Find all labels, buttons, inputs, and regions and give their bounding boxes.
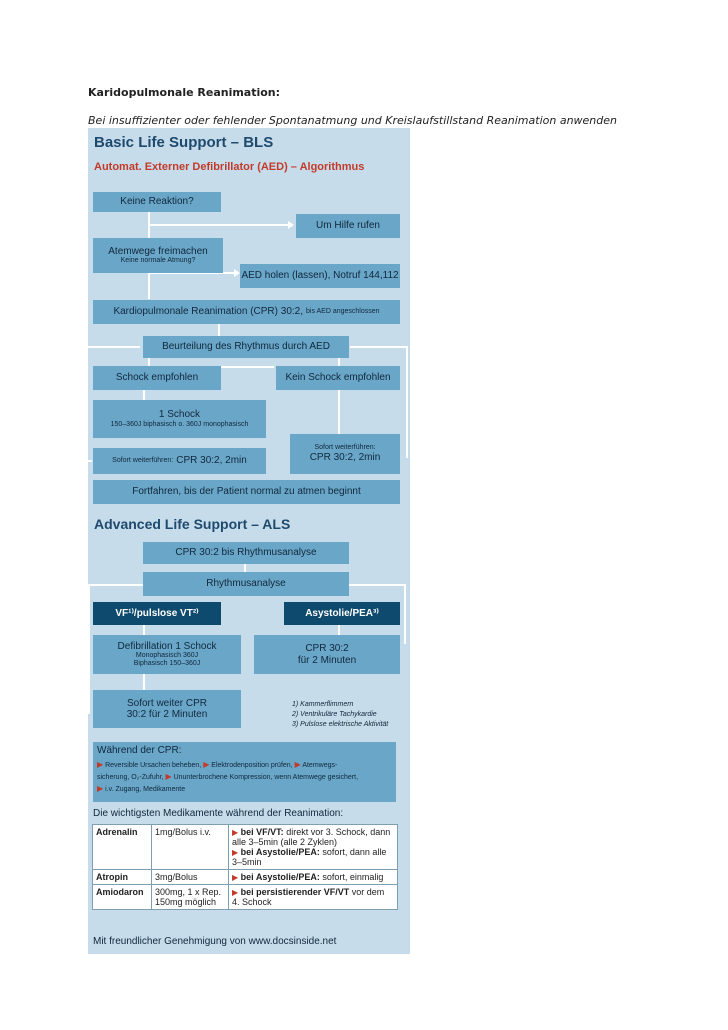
- med-notes: [229, 825, 398, 870]
- connector: [143, 674, 145, 690]
- triangle-bullet-icon: ▶: [97, 759, 104, 769]
- connector: [218, 366, 274, 368]
- als-cpr-bis: [143, 542, 349, 564]
- table-row: [93, 825, 398, 870]
- connector: [348, 584, 406, 586]
- step-label: Defibrillation 1 Schock: [117, 640, 217, 652]
- step-label: CPR 30:2 bis Rhythmusanalyse: [175, 547, 317, 559]
- triangle-bullet-icon: ▶: [232, 873, 239, 882]
- step-um-hilfe: [296, 214, 400, 238]
- als-sofort: [93, 690, 241, 728]
- step-detail: Monophasisch 360J: [135, 652, 199, 660]
- page-subtitle: Bei insuffizienter oder fehlender Spontanatmung und Kreislaufstillstand Reanimation anwenden: [88, 114, 617, 127]
- med-name: Atropin: [93, 870, 152, 885]
- step-aed-holen: [240, 264, 400, 288]
- connector: [143, 390, 145, 400]
- step-label: Schock empfohlen: [115, 372, 199, 384]
- step-detail: Sofort weiterführen:: [314, 444, 376, 452]
- table-row: [93, 885, 398, 910]
- step-label: AED holen (lassen), Notruf 144,112: [241, 270, 399, 282]
- step-detail: bis AED angeschlossen: [306, 307, 380, 315]
- footnote: 1) Kammerflimmern: [292, 701, 354, 708]
- step-label: 1 Schock: [158, 409, 201, 421]
- note-label: bei VF/VT:: [240, 827, 284, 837]
- during-text: Ununterbrochene Kompression, wenn Atemwege gesichert,: [173, 773, 359, 781]
- med-notes: [229, 870, 398, 885]
- step-label: Keine Reaktion?: [120, 196, 194, 208]
- step-sofort-right: [290, 434, 400, 474]
- step-label: Sofort weiter CPR: [126, 697, 208, 709]
- med-dose: 300mg, 1 x Rep. 150mg möglich: [152, 885, 229, 910]
- med-dose: 1mg/Bolus i.v.: [152, 825, 229, 870]
- during-text: i.v. Zugang, Medikamente: [105, 785, 186, 793]
- step-ein-schock: [93, 400, 266, 438]
- triangle-bullet-icon: ▶: [294, 759, 301, 769]
- bls-title: Basic Life Support – BLS: [94, 134, 274, 151]
- als-title: Advanced Life Support – ALS: [94, 516, 291, 532]
- arrow-right-icon: [288, 221, 294, 229]
- resuscitation-poster: [88, 128, 410, 954]
- step-label: CPR 30:2: [305, 643, 349, 654]
- step-label: für 2 Minuten: [297, 654, 357, 666]
- step-label: Rhythmusanalyse: [206, 578, 286, 590]
- step-beurteilung: [143, 336, 349, 358]
- med-notes: [229, 885, 398, 910]
- meds-title: Die wichtigsten Medikamente während der Reanimation:: [93, 808, 344, 819]
- connector: [218, 324, 220, 336]
- during-line-1: [97, 759, 392, 771]
- footnotes: [292, 700, 388, 729]
- connector: [338, 390, 340, 434]
- during-cpr-title: Während der CPR:: [97, 745, 182, 756]
- note-text: sofort, dann alle 3–5min: [232, 847, 387, 867]
- step-label: 30:2 für 2 Minuten: [126, 709, 208, 720]
- credit-line: Mit freundlicher Genehmigung von www.docsinside.net: [93, 936, 337, 947]
- connector: [88, 346, 140, 348]
- connector: [404, 584, 406, 644]
- step-sofort-left: [93, 448, 266, 474]
- connector: [244, 564, 246, 572]
- als-defi: [93, 635, 241, 674]
- note-text: sofort, einmalig: [322, 872, 384, 882]
- connector: [350, 346, 408, 348]
- connector: [88, 584, 90, 714]
- step-label: Um Hilfe rufen: [316, 220, 380, 232]
- footnote: 2) Ventrikuläre Tachykardie: [292, 710, 377, 718]
- step-detail: Sofort weiterführen:: [112, 456, 174, 464]
- step-cpr: [93, 300, 400, 324]
- step-atemwege: [93, 238, 223, 273]
- step-label: CPR 30:2, 2min: [176, 455, 247, 467]
- als-cpr-2min: [254, 635, 400, 674]
- during-text: Elektrodenposition prüfen,: [211, 761, 293, 769]
- step-keine-reaktion: [93, 192, 221, 212]
- during-text: Atemwegs-: [302, 761, 338, 769]
- triangle-bullet-icon: ▶: [232, 828, 239, 837]
- step-kein-schock: [276, 366, 400, 390]
- triangle-bullet-icon: ▶: [97, 783, 104, 793]
- note-text: vor dem 4. Schock: [232, 887, 385, 907]
- connector: [88, 460, 92, 462]
- connector: [338, 625, 340, 635]
- als-vf: [93, 602, 221, 625]
- footnote: 3) Pulslose elektrische Aktivität: [292, 720, 389, 728]
- step-detail: Keine normale Atmung?: [120, 257, 196, 265]
- connector: [143, 625, 145, 635]
- step-label: Kein Schock empfohlen: [285, 372, 391, 384]
- step-fortfahren: [93, 480, 400, 504]
- step-label: VF¹⁾/pulslose VT²⁾: [115, 607, 199, 619]
- note-label: bei Asystolie/PEA:: [240, 847, 320, 857]
- med-name: Adrenalin: [93, 825, 152, 870]
- als-rhythmus: [143, 572, 349, 596]
- note-label: bei Asystolie/PEA:: [240, 872, 320, 882]
- connector: [148, 224, 288, 226]
- step-schock-empfohlen: [93, 366, 221, 390]
- triangle-bullet-icon: ▶: [232, 888, 239, 897]
- note-text: direkt vor 3. Schock, dann alle 3–5min (alle 2 Zyklen): [232, 827, 391, 847]
- during-text: sicherung, O₂-Zufuhr,: [97, 773, 164, 781]
- step-label: CPR 30:2, 2min: [309, 452, 381, 464]
- triangle-bullet-icon: ▶: [165, 771, 172, 781]
- step-label: Kardiopulmonale Reanimation (CPR) 30:2,: [113, 306, 303, 318]
- during-cpr-box: [93, 742, 396, 802]
- step-label: Beurteilung des Rhythmus durch AED: [162, 341, 330, 353]
- step-label: Fortfahren, bis der Patient normal zu atmen beginnt: [132, 486, 361, 498]
- step-detail: 150–360J biphasisch o. 360J monophasisch: [110, 420, 249, 428]
- during-line-2: [97, 771, 392, 783]
- during-line-3: [97, 783, 392, 795]
- med-dose: 3mg/Bolus: [152, 870, 229, 885]
- step-label: Atemwege freimachen: [108, 245, 208, 257]
- med-name: Amiodaron: [93, 885, 152, 910]
- step-label: Asystolie/PEA³⁾: [305, 607, 379, 619]
- meds-table: [92, 824, 398, 910]
- connector: [88, 584, 144, 586]
- triangle-bullet-icon: ▶: [203, 759, 210, 769]
- during-text: Reversible Ursachen beheben,: [105, 761, 202, 769]
- table-row: [93, 870, 398, 885]
- page-title: Karidopulmonale Reanimation:: [88, 86, 281, 99]
- triangle-bullet-icon: ▶: [232, 848, 239, 857]
- connector: [406, 346, 408, 458]
- step-detail: Biphasisch 150–360J: [133, 660, 201, 668]
- note-label: bei persistierender VF/VT: [240, 887, 350, 897]
- als-asystolie: [284, 602, 400, 625]
- bls-subtitle: Automat. Externer Defibrillator (AED) – Algorithmus: [94, 161, 365, 173]
